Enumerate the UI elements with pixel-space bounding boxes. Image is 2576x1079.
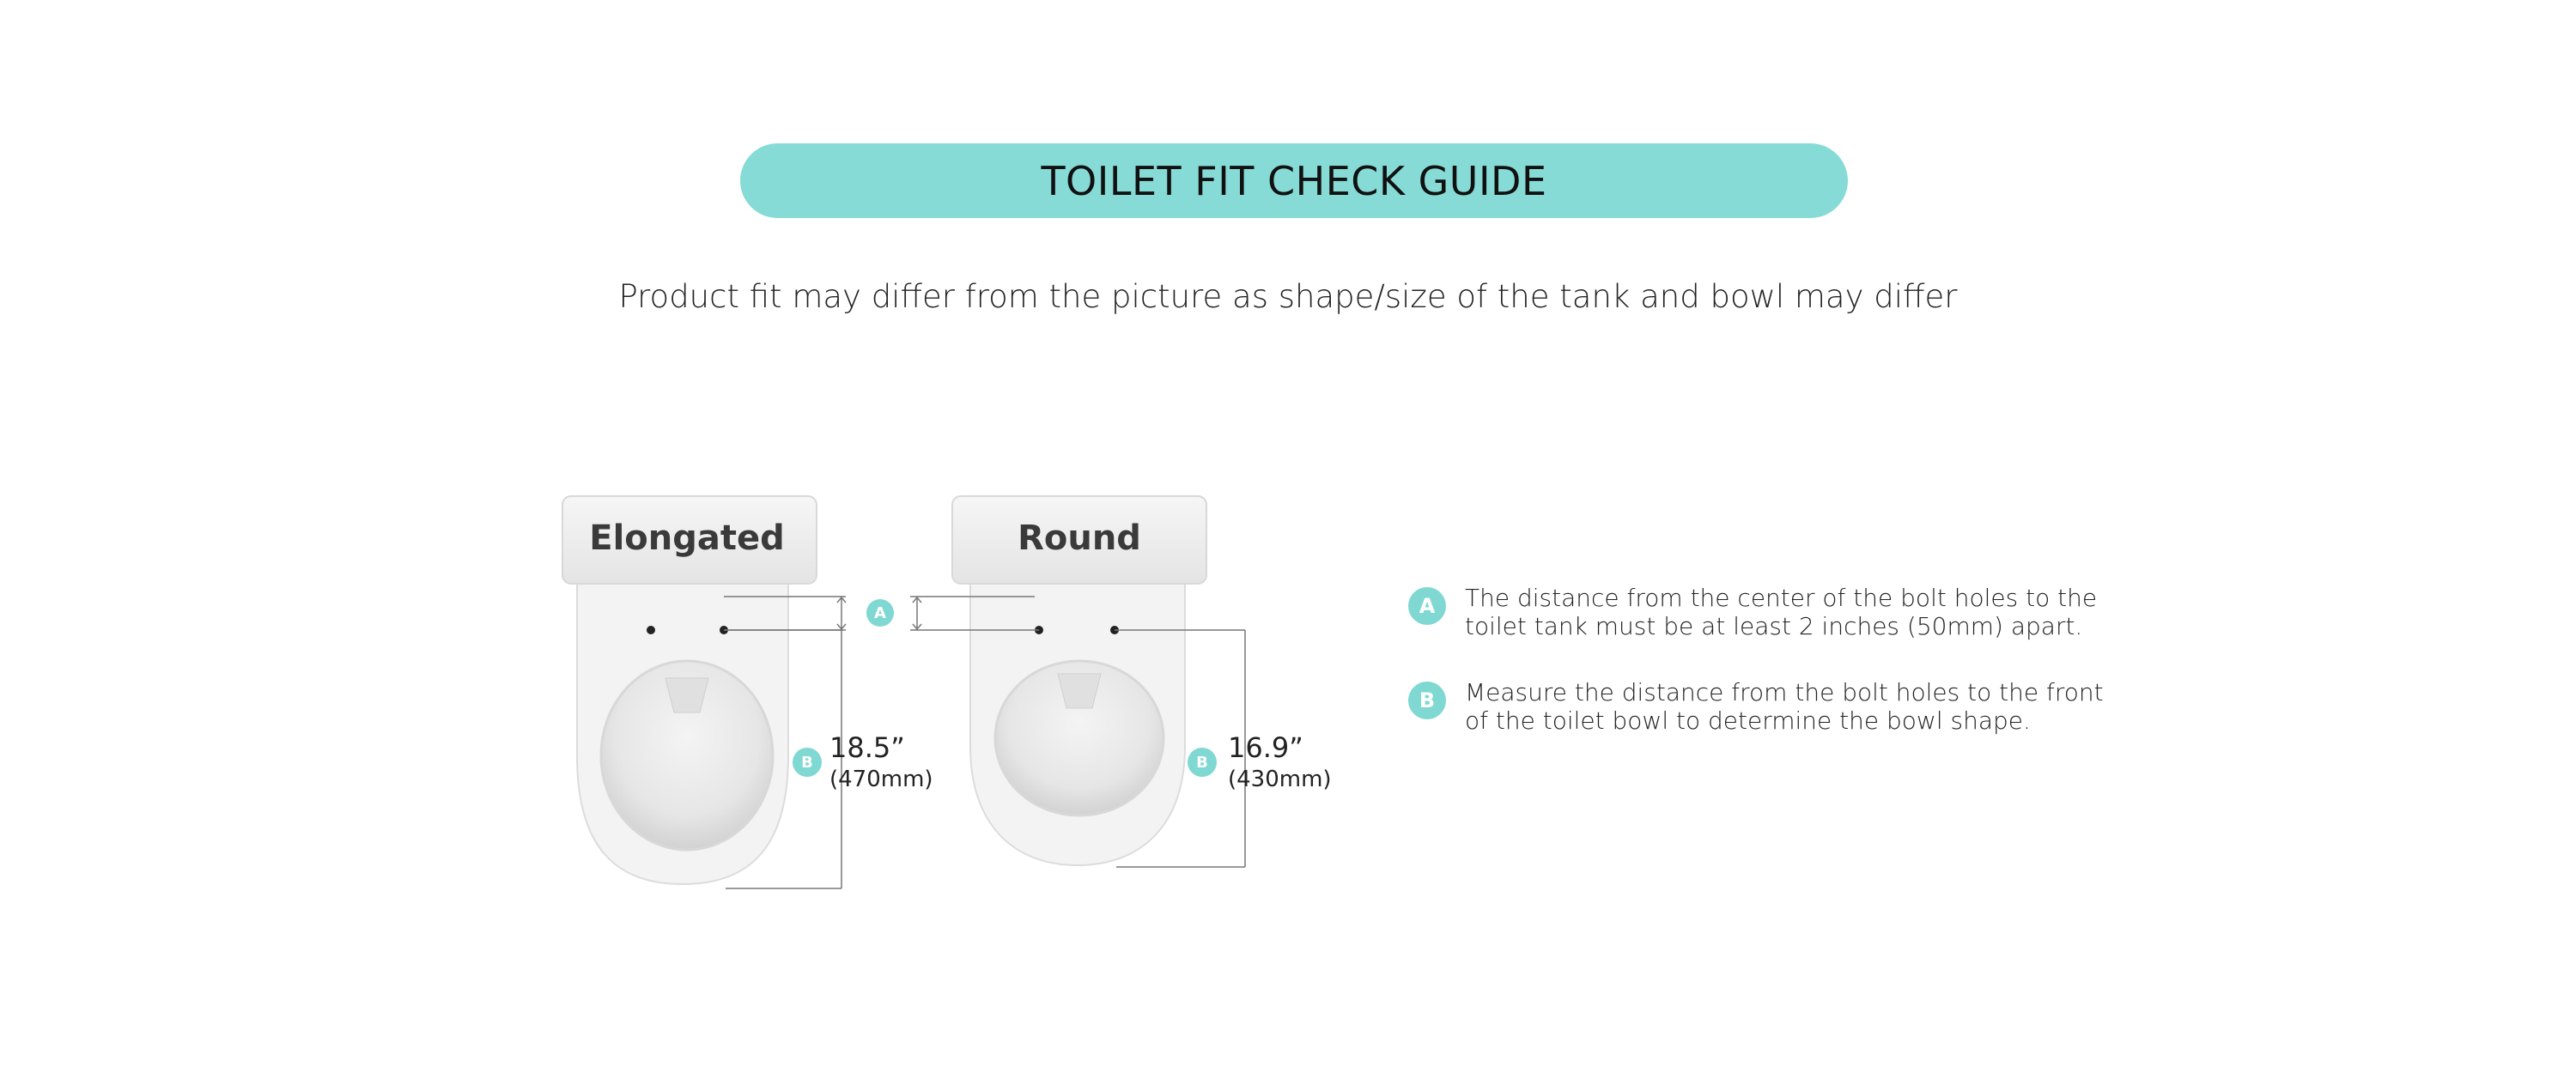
page-title: TOILET FIT CHECK GUIDE [1041,157,1547,204]
elongated-toilet [562,496,817,884]
note-a-badge: A [1408,587,1446,625]
elongated-measurement-inches: 18.5” [829,731,905,764]
round-label: Round [1018,518,1141,558]
note-a-text: The distance from the center of the bolt holes to the toilet tank must be at least 2 inches (50mm) apart. [1465,584,2098,640]
elongated-b-letter: B [801,754,813,772]
center-badge-letter: A [874,604,886,622]
note-b-text: Measure the distance from the bolt holes to the front of the toilet bowl to determine the bowl shape. [1465,678,2104,735]
elongated-bolt-hole-left [647,626,655,634]
round-toilet [952,496,1206,865]
round-measurement-mm: (430mm) [1228,767,1332,792]
notes-list [1408,584,2112,773]
subtitle: Product fit may differ from the picture as shape/size of the tank and bowl may differ [618,278,1958,315]
round-measurement-inches: 16.9” [1228,731,1303,764]
round-b-letter: B [1196,754,1208,772]
note-b [1408,678,2112,735]
elongated-measurement-mm: (470mm) [829,767,933,792]
elongated-label: Elongated [589,518,785,558]
note-b-badge: B [1408,682,1446,719]
note-a [1408,584,2112,640]
